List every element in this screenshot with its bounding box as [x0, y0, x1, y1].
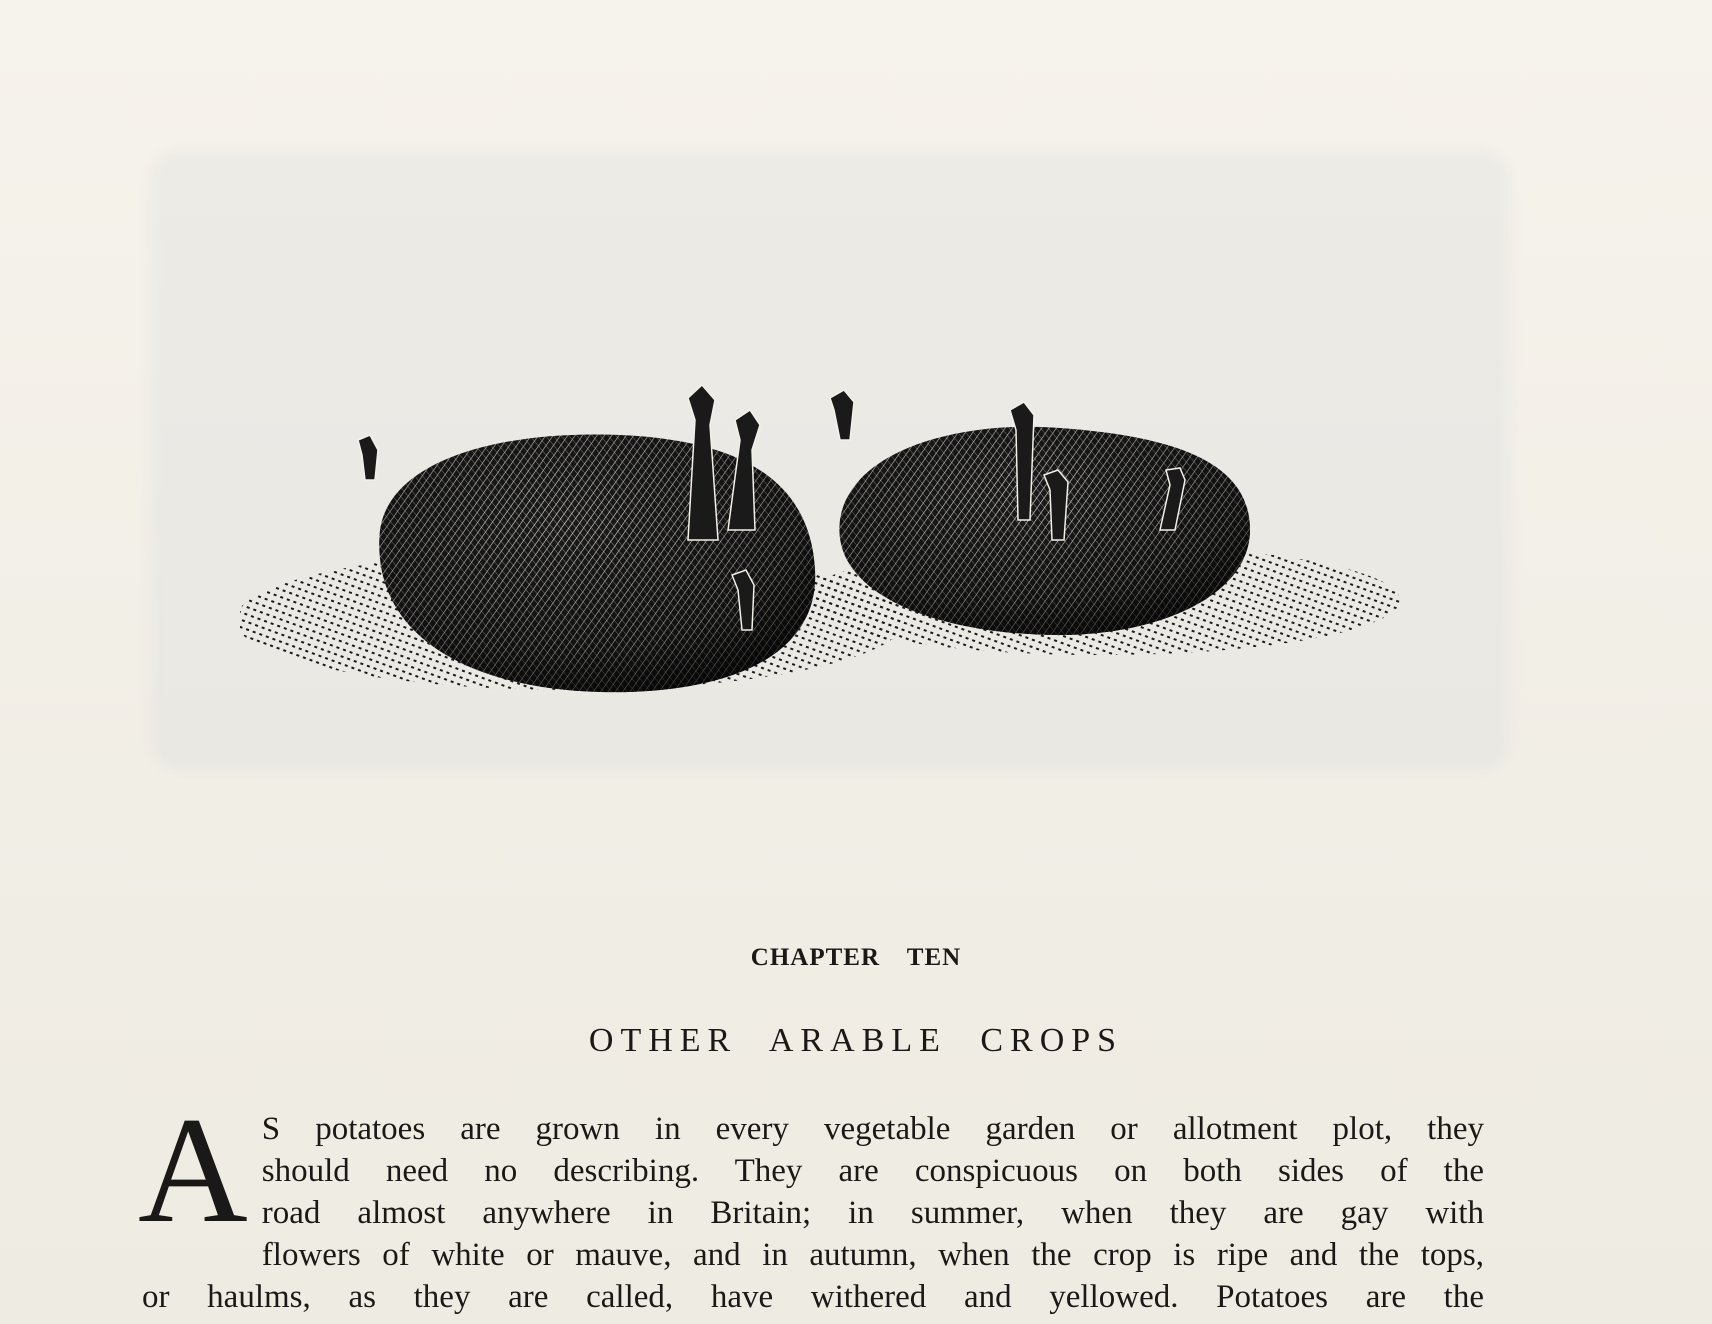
- text-line: or haulms, as they are called, have withered and yellowed. Potatoes are the: [142, 1279, 1484, 1315]
- sprouting-potatoes-illustration: [240, 380, 1400, 770]
- text-line: S potatoes are grown in every vegetable garden or allotment plot, they: [261, 1111, 1484, 1147]
- chapter-number: CHAPTER TEN: [750, 944, 962, 971]
- text-line: flowers of white or mauve, and in autumn, when the crop is ripe and the tops,: [261, 1237, 1484, 1273]
- right-potato: [839, 427, 1250, 635]
- text-line: road almost anywhere in Britain; in summer, when they are gay with: [261, 1195, 1484, 1231]
- text-line: should need no describing. They are conspicuous on both sides of the: [261, 1153, 1484, 1189]
- body-paragraph: [138, 1086, 1484, 1318]
- drop-cap: A: [138, 1086, 248, 1254]
- chapter-title: OTHER ARABLE CROPS: [588, 1022, 1124, 1059]
